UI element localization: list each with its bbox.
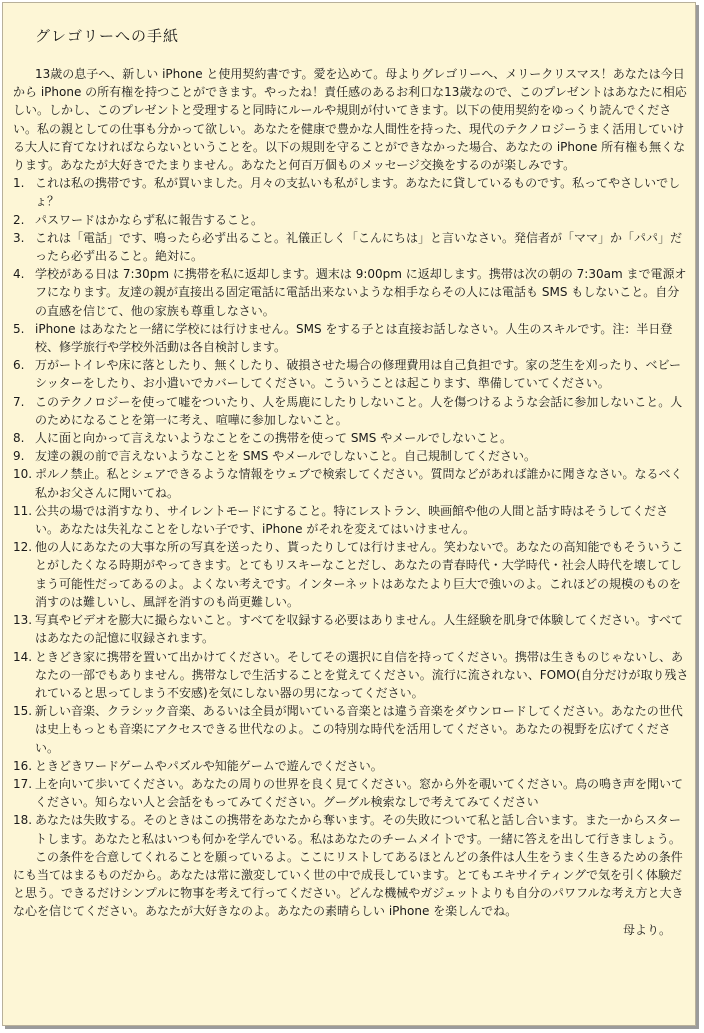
rule-item: [13, 502, 689, 538]
rule-text: iPhone はあなたと一緒に学校には行けません。SMS をする子とは直接お話しなさい。人生のスキルです。注：半日登校、修学旅行や学校外活動は各自検討します。: [35, 321, 673, 355]
rule-text: 万がートイレや床に落としたり、無くしたり、破損させた場合の修理費用は自己負担です。家の芝生を刈ったり、ベビーシッターをしたり、お小遣いでカバーしてください。こういうことは起こります、準備していてください。: [35, 358, 681, 391]
rule-text: これは私の携帯です。私が買いました。月々の支払いも私がします。あなたに貸しているものです。私ってやさしいでしょ？: [35, 176, 681, 209]
intro-paragraph: 13歳の息子へ、新しい iPhone と使用契約書です。愛を込めて。母よりグレゴリーへ、メリークリスマス！あなたは今日から iPhone の所有権を持つことができます。やったね！責任感のあるお利口な13歳なので、このプレゼントはあなたに相応しい。しかし、このプレゼントと受理すると同時にルールや規則が付いてきます。以下の使用契約をゆっくり読んでください。私の親としての仕事も分かって欲しい。あなたを健康で豊かな人間性を持った、現代のテクノロジーうまく活用していける大人に育てなければならないということを。以下の規則を守ることができなかった場合、あなたの iPhone 所有権も無くなります。あなたが大好きでたまりません。あなたと何百万個ものメッセージ交換をするのが楽しみです。: [13, 67, 687, 173]
rule-item: [13, 265, 689, 320]
rule-item: [13, 447, 689, 465]
closing-paragraph: この条件を合意してくれることを願っているよ。ここにリストしてあるほとんどの条件は人生をうまく生きるための条件にも当てはまるものだから。あなたは常に激変していく世の中で成長しています。とてもエキサイティングで気を引く体験だと思う。できるだけシンプルに物事を考えて行ってください。どんな機械やガジェットよりも自分のパワフルな考え方と大きな心を信じてください。あなたが大好きなのよ。あなたの素晴らしい iPhone を楽しんでね。: [13, 849, 684, 919]
rule-item: [13, 429, 689, 447]
rule-text: 他の人にあなたの大事な所の写真を送ったり、貰ったりしては行けません。笑わないで。あなたの高知能でもそういうことがしたくなる時期がやってきます。とてもリスキーなことだし、あなたの青春時代・大学時代・社会人時代を壊してしまう可能性だってあるのよ。よくない考えです。インターネットはあなたより巨大で強いのよ。これほどの規模のものを消すのは難しいし、風評を消すのも尚更難しい。: [35, 540, 684, 609]
rule-item: [13, 465, 689, 501]
rule-text: 公共の場では消すなり、サイレントモードにすること。特にレストラン、映画館や他の人間と話す時はそうしてください。あなたは失礼なことをしない子です、iPhone がそれを変えてはいけません。: [35, 503, 669, 537]
rule-number: 8.: [13, 431, 25, 446]
rule-text: あなたは失敗する。そのときはこの携帯をあなたから奪います。その失敗について私と話し合います。また一からスタートします。あなたと私はいつも何かを学んでいる。私はあなたのチームメイトです。一緒に答えを出して行きましょう。: [35, 813, 681, 846]
rule-item: [13, 757, 689, 775]
rule-text: このテクノロジーを使って嘘をついたり、人を馬鹿にしたりしないこと。人を傷つけるような会話に参加しないこと。人のためになることを第一に考え、喧嘩に参加しないこと。: [35, 394, 683, 427]
rule-text: これは「電話」です、鳴ったら必ず出ること。礼儀正しく「こんにちは」と言いなさい。発信者が「ママ」か「パパ」だったら必ず出ること。絶対に。: [35, 230, 683, 264]
rule-text: ときどきワードゲームやパズルや知能ゲームで遊んでください。: [35, 758, 383, 773]
rule-text: ときどき家に携帯を置いて出かけてください。そしてその選択に自信を持ってください。携帯は生きものじゃないし、あなたの一部でもありません。携帯なしで生活することを覚えてください。流行に流されない、FOMO(自分だけが取り残されていると思ってしまう不安感)を気にしない器の男になってください。: [35, 649, 689, 700]
rule-number: 2.: [13, 212, 25, 227]
letter-body: [13, 65, 689, 939]
rule-item: [13, 320, 689, 356]
rules-list: [13, 174, 689, 848]
rule-number: 12.: [13, 540, 33, 555]
letter-page: [2, 2, 696, 1026]
rule-item: [13, 538, 689, 611]
rule-number: 7.: [13, 394, 25, 409]
rule-number: 11.: [13, 503, 33, 518]
rule-text: 新しい音楽、クラシック音楽、あるいは全員が聞いている音楽とは違う音楽をダウンロードしてください。あなたの世代は史上もっとも音楽にアクセスできる世代なのよ。この特別な時代を活用してください。あなたの視野を広げてください。: [35, 704, 683, 755]
rule-number: 17.: [13, 776, 33, 791]
rule-number: 1.: [13, 176, 25, 191]
rule-number: 6.: [13, 358, 25, 373]
rule-number: 15.: [13, 704, 33, 719]
rule-number: 4.: [13, 267, 25, 282]
rule-number: 3.: [13, 230, 25, 245]
rule-text: パスワードはかならず私に報告すること。: [35, 212, 264, 227]
rule-item: [13, 229, 689, 265]
rule-text: 友達の親の前で言えないようなことを SMS やメールでしないこと。自己規制してください。: [35, 449, 536, 464]
rule-item: [13, 702, 689, 757]
rule-text: 学校がある日は 7:30pm に携帯を私に返却します。週末は 9:00pm に返却します。携帯は次の朝の 7:30am まで電源オフになります。友達の親が直接出る固定電話に電話出来ないような相手ならその人には電話も SMS もしないこと。自分の直感を信じて、他の家族も尊重しなさい。: [35, 267, 687, 318]
rule-item: [13, 811, 689, 847]
rule-text: 上を向いて歩いてください。あなたの周りの世界を良く見てください。窓から外を覗いてください。鳥の鳴き声を聞いてください。知らない人と会話をもってみてください。グーグル検索なしで考えてみてください: [35, 776, 684, 810]
rule-text: ポルノ禁止。私とシェアできるような情報をウェブで検索してください。質問などがあれば誰かに聞きなさい。なるべく私かお父さんに聞いてね。: [35, 467, 683, 500]
rule-item: [13, 648, 689, 703]
rule-number: 9.: [13, 449, 25, 464]
rule-item: [13, 393, 689, 429]
rule-item: [13, 611, 689, 647]
letter-title: グレゴリーへの手紙: [35, 27, 180, 45]
rule-text: 写真やビデオを膨大に撮らないこと。すべてを収録する必要はありません。人生経験を肌身で体験してください。すべてはあなたの記憶に収録されます。: [35, 613, 684, 646]
rule-item: [13, 174, 689, 210]
rule-text: 人に面と向かって言えないようなことをこの携帯を使って SMS やメールでしないこと。: [35, 431, 512, 446]
rule-number: 10.: [13, 467, 33, 482]
rule-number: 14.: [13, 649, 33, 664]
rule-number: 18.: [13, 813, 33, 828]
rule-item: [13, 775, 689, 811]
rule-number: 5.: [13, 321, 25, 336]
rule-item: [13, 356, 689, 392]
signature: 母より。: [622, 922, 671, 937]
rule-number: 16.: [13, 758, 33, 773]
rule-item: [13, 211, 689, 229]
rule-number: 13.: [13, 613, 33, 628]
